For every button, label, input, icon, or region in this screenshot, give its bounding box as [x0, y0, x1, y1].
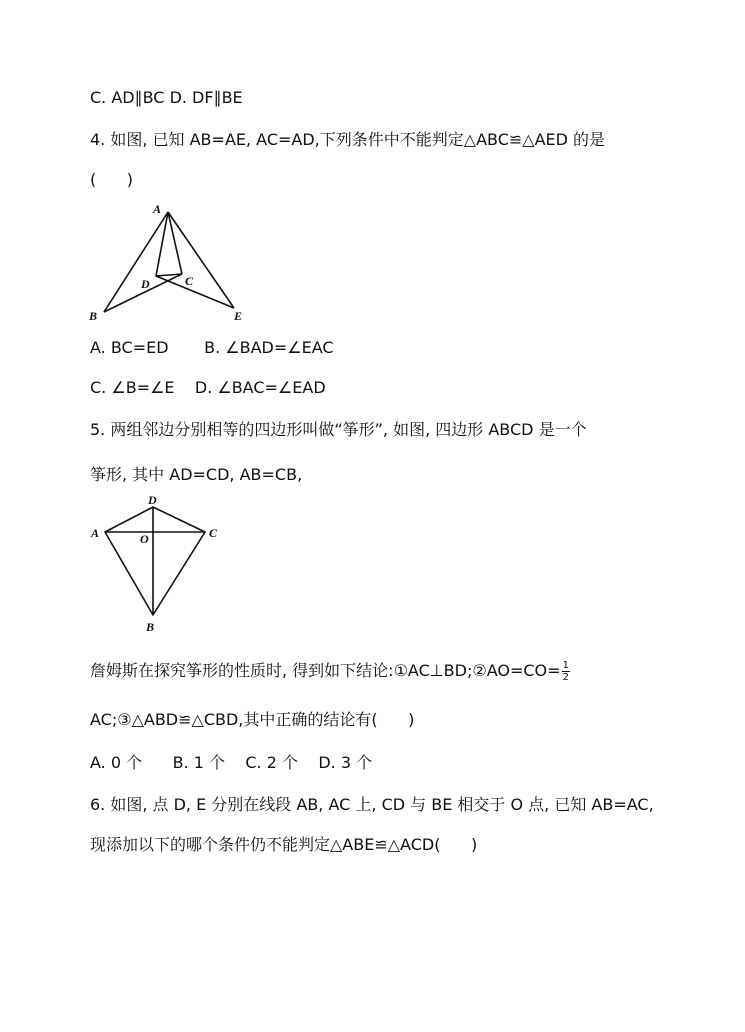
- segment-a-d-c: [156, 212, 182, 276]
- q4-options-ab: A. BC=ED B. ∠BAD=∠EAC: [90, 338, 334, 357]
- vertex-label-a: A: [91, 526, 100, 540]
- fraction-denominator: 2: [562, 672, 569, 683]
- q5-conclusions-text: 詹姆斯在探究筝形的性质时, 得到如下结论:①AC⊥BD;②AO=CO=: [90, 661, 561, 680]
- vertex-label-b: B: [89, 309, 98, 323]
- q5-kite-figure: [86, 490, 236, 635]
- q5-conclusions-line-1: [90, 660, 570, 683]
- q4-options-cd: C. ∠B=∠E D. ∠BAC=∠EAD: [90, 378, 326, 397]
- q4-stem: 4. 如图, 已知 AB=AE, AC=AD,下列条件中不能判定△ABC≌△AED 的是: [90, 130, 606, 149]
- q4-triangle-figure: [86, 198, 256, 328]
- vertex-label-b: B: [146, 620, 155, 634]
- vertex-label-d: D: [148, 493, 157, 507]
- vertex-label-o: O: [140, 532, 149, 546]
- fraction-numerator: 1: [562, 660, 569, 671]
- vertex-label-c: C: [185, 274, 194, 288]
- q5-options: A. 0 个 B. 1 个 C. 2 个 D. 3 个: [90, 753, 373, 772]
- vertex-label-d: D: [141, 277, 150, 291]
- q3-options: C. AD∥BC D. DF∥BE: [90, 88, 243, 107]
- vertex-label-a: A: [153, 202, 162, 216]
- q5-stem-line-1: 5. 两组邻边分别相等的四边形叫做“筝形”, 如图, 四边形 ABCD 是一个: [90, 420, 587, 439]
- fraction-one-half: [562, 660, 570, 683]
- q5-conclusions-line-2: AC;③△ABD≌△CBD,其中正确的结论有( ): [90, 710, 415, 729]
- q5-stem-line-2: 筝形, 其中 AD=CD, AB=CB,: [90, 465, 303, 484]
- q6-stem-line-2: 现添加以下的哪个条件仍不能判定△ABE≌△ACD( ): [90, 835, 478, 854]
- vertex-label-c: C: [209, 526, 218, 540]
- vertex-label-e: E: [234, 309, 243, 323]
- q6-stem-line-1: 6. 如图, 点 D, E 分别在线段 AB, AC 上, CD 与 BE 相交于 O 点, 已知 AB=AC,: [90, 795, 654, 814]
- q4-answer-paren: ( ): [90, 170, 133, 189]
- kite-outline: [105, 507, 205, 615]
